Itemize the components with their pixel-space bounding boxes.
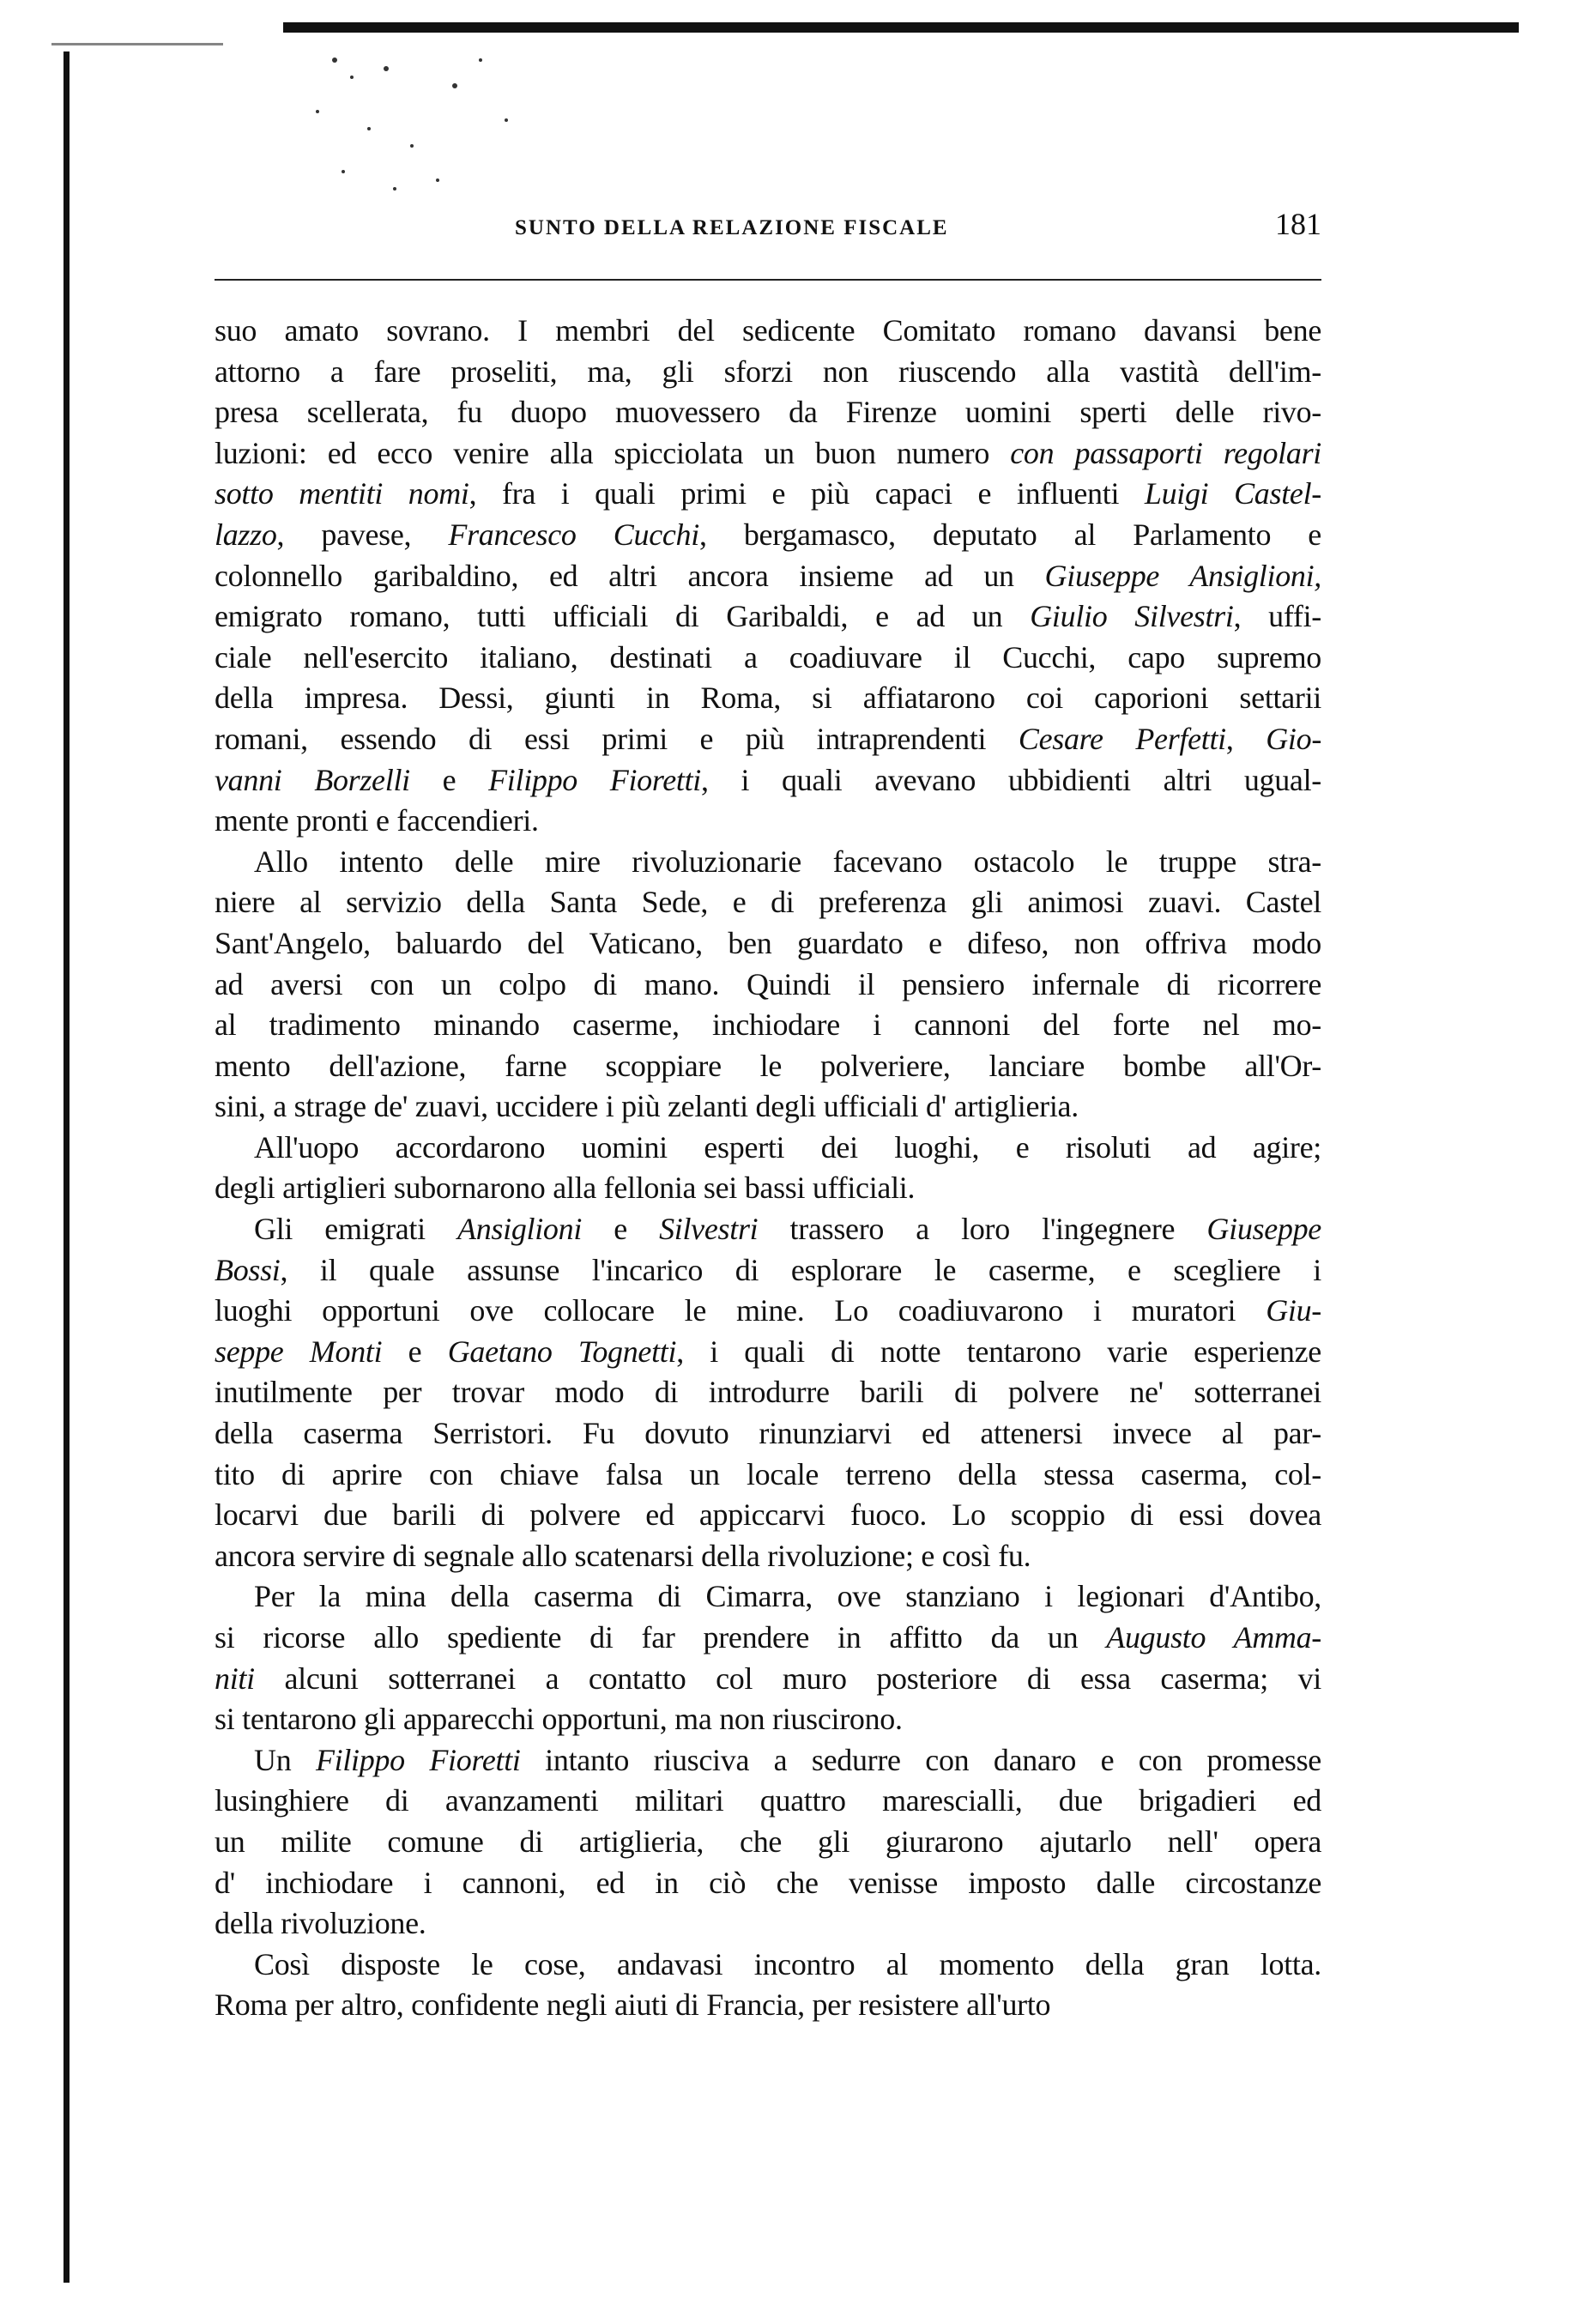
text-run: presa scellerata, fu duopo muovessero da Firenze uomini sperti delle rivo-: [215, 395, 1321, 430]
text-line: [215, 719, 1321, 760]
italic-text: Gio-: [1266, 721, 1322, 756]
text-run: luzioni: ed ecco venire alla spicciolata un buon numero: [215, 435, 1011, 470]
text-run: niere al servizio della Santa Sede, e di preferenza gli animosi zuavi. Castel: [215, 885, 1321, 920]
text-run: , i quali avevano ubbidienti altri ugual-: [701, 762, 1321, 797]
text-line: [215, 1413, 1321, 1455]
text-run: mento dell'azione, farne scoppiare le polveriere, lanciare bombe all'Or-: [215, 1048, 1321, 1083]
italic-text: Giulio Silvestri: [1030, 599, 1234, 634]
text-line: [215, 801, 1321, 842]
text-run: Così disposte le cose, andavasi incontro al momento della gran lotta.: [254, 1946, 1321, 1981]
text-line: [215, 1699, 1321, 1740]
page-number: 181: [1275, 207, 1321, 241]
body-text: [215, 311, 1321, 2026]
text-run: , i quali di notte tentarono varie esperienze: [676, 1334, 1321, 1369]
text-line: [215, 638, 1321, 679]
text-line: [215, 1863, 1321, 1904]
scan-left-edge: [63, 51, 70, 2283]
text-line: [215, 1128, 1321, 1169]
text-line: [215, 1985, 1321, 2026]
italic-text: Ansiglioni: [457, 1212, 583, 1247]
text-line: [215, 1576, 1321, 1618]
text-line: [215, 1618, 1321, 1659]
text-line: [215, 1903, 1321, 1945]
running-title: SUNTO DELLA RELAZIONE FISCALE: [515, 216, 949, 239]
text-line: [215, 556, 1321, 597]
text-run: ancora servire di segnale allo scatenarsi della rivoluzione; e così fu.: [215, 1538, 1031, 1573]
text-line: [215, 474, 1321, 515]
italic-text: Filippo Fioretti: [488, 762, 702, 797]
text-run: , il quale assunse l'incarico di esplorare le caserme, e scegliere i: [280, 1252, 1321, 1287]
text-line: [215, 1945, 1321, 1986]
text-run: ,: [1225, 721, 1267, 756]
italic-text: sotto mentiti nomi: [215, 476, 469, 511]
italic-text: Bossi: [215, 1252, 281, 1287]
text-run: della impresa. Dessi, giunti in Roma, si affiatarono coi caporioni settarii: [215, 681, 1321, 716]
text-line: [215, 1781, 1321, 1822]
text-run: si ricorse allo spediente di far prendere in affitto da un: [215, 1620, 1107, 1655]
text-line: [215, 1332, 1321, 1373]
text-run: ad aversi con un colpo di mano. Quindi il pensiero infernale di ricorrere: [215, 966, 1321, 1001]
italic-text: Giuseppe: [1206, 1212, 1321, 1247]
text-run: Roma per altro, confidente negli aiuti di Francia, per resistere all'urto: [215, 1987, 1051, 2023]
italic-text: Giuseppe Ansiglioni,: [1044, 558, 1321, 593]
text-run: lusinghiere di avanzamenti militari quattro marescialli, due brigadieri ed: [215, 1783, 1321, 1818]
scan-speckles: [283, 34, 609, 206]
text-run: Gli emigrati: [254, 1212, 458, 1247]
text-line: [215, 1455, 1321, 1496]
text-line: [215, 311, 1321, 352]
text-line: [215, 760, 1321, 802]
text-line: [215, 923, 1321, 965]
text-line: [215, 678, 1321, 719]
text-run: trassero a loro l'ingegnere: [758, 1212, 1207, 1247]
italic-text: Silvestri: [659, 1212, 759, 1247]
italic-text: vanni Borzelli: [215, 762, 410, 797]
text-line: [215, 1086, 1321, 1128]
text-line: [215, 1495, 1321, 1536]
text-run: e: [409, 762, 489, 797]
text-line: [215, 842, 1321, 883]
text-run: alcuni sotterranei a contatto col muro posteriore di essa caserma; vi: [254, 1661, 1321, 1696]
text-line: [215, 1740, 1321, 1782]
italic-text: lazzo: [215, 517, 277, 552]
text-run: colonnello garibaldino, ed altri ancora insieme ad un: [215, 558, 1045, 593]
italic-text: Filippo Fioretti: [315, 1742, 521, 1777]
italic-text: Gaetano Tognetti: [447, 1334, 677, 1369]
text-run: romani, essendo di essi primi e più intraprendenti: [215, 721, 1019, 756]
italic-text: seppe Monti: [215, 1334, 383, 1369]
text-line: [215, 1168, 1321, 1209]
text-run: un milite comune di artiglieria, che gli giurarono ajutarlo nell' opera: [215, 1824, 1321, 1859]
text-line: [215, 1372, 1321, 1413]
text-run: All'uopo accordarono uomini esperti dei luoghi, e risoluti ad agire;: [254, 1129, 1321, 1165]
text-line: [215, 1046, 1321, 1087]
text-line: [215, 965, 1321, 1006]
text-line: [215, 596, 1321, 638]
text-run: degli artiglieri subornarono alla fellonia sei bassi ufficiali.: [215, 1171, 916, 1206]
italic-text: niti: [215, 1661, 255, 1696]
text-run: sini, a strage de' zuavi, uccidere i più zelanti degli ufficiali d' artiglieria.: [215, 1089, 1079, 1124]
text-line: [215, 352, 1321, 393]
text-line: [215, 392, 1321, 433]
text-run: locarvi due barili di polvere ed appiccarvi fuoco. Lo scoppio di essi dovea: [215, 1497, 1321, 1533]
text-line: [215, 1005, 1321, 1046]
text-run: luoghi opportuni ove collocare le mine. Lo coadiuvarono i muratori: [215, 1293, 1267, 1328]
text-run: suo amato sovrano. I membri del sedicente Comitato romano davansi bene: [215, 313, 1321, 348]
text-run: Per la mina della caserma di Cimarra, ove stanziano i legionari d'Antibo,: [254, 1579, 1321, 1614]
text-run: attorno a fare proseliti, ma, gli sforzi non riuscendo alla vastità dell'im-: [215, 354, 1321, 389]
italic-text: Francesco Cucchi: [448, 517, 699, 552]
text-line: [215, 1659, 1321, 1700]
scan-top-mark: [51, 43, 223, 45]
text-run: ciale nell'esercito italiano, destinati a coadiuvare il Cucchi, capo supremo: [215, 639, 1321, 675]
text-run: inutilmente per trovar modo di introdurre barili di polvere ne' sotterranei: [215, 1375, 1321, 1410]
text-line: [215, 1822, 1321, 1863]
text-line: [215, 1291, 1321, 1332]
italic-text: Augusto Amma-: [1106, 1620, 1321, 1655]
text-run: della rivoluzione.: [215, 1906, 426, 1941]
text-line: [215, 1209, 1321, 1250]
text-run: , bergamasco, deputato al Parlamento e: [698, 517, 1321, 552]
text-run: al tradimento minando caserme, inchiodare i cannoni del forte nel mo-: [215, 1007, 1321, 1043]
text-run: mente pronti e faccendieri.: [215, 803, 539, 838]
text-line: [215, 1536, 1321, 1577]
text-run: della caserma Serristori. Fu dovuto rinunziarvi ed attenersi invece al par-: [215, 1416, 1321, 1451]
text-run: Un: [254, 1742, 316, 1777]
text-line: [215, 1250, 1321, 1292]
italic-text: Luigi Castel-: [1144, 476, 1321, 511]
header-rule: [215, 279, 1321, 281]
text-run: , fra i quali primi e più capaci e influenti: [469, 476, 1145, 511]
italic-text: Cesare Perfetti: [1018, 721, 1226, 756]
text-run: Allo intento delle mire rivoluzionarie facevano ostacolo le truppe stra-: [254, 844, 1321, 879]
text-run: , uffi-: [1233, 599, 1321, 634]
text-line: [215, 433, 1321, 475]
text-run: emigrato romano, tutti ufficiali di Garibaldi, e ad un: [215, 599, 1031, 634]
italic-text: con passaporti regolari: [1010, 435, 1321, 470]
text-run: Sant'Angelo, baluardo del Vaticano, ben guardato e difeso, non offriva modo: [215, 925, 1321, 960]
text-run: e: [382, 1334, 448, 1369]
text-run: tito di aprire con chiave falsa un locale terreno della stessa caserma, col-: [215, 1456, 1321, 1491]
text-line: [215, 515, 1321, 556]
text-run: , pavese,: [276, 517, 449, 552]
text-run: e: [582, 1212, 660, 1247]
italic-text: Giu-: [1266, 1293, 1321, 1328]
text-run: si tentarono gli apparecchi opportuni, ma non riuscirono.: [215, 1702, 903, 1737]
scan-top-edge: [283, 22, 1519, 33]
text-run: intanto riusciva a sedurre con danaro e con promesse: [520, 1742, 1321, 1777]
text-run: d' inchiodare i cannoni, ed in ciò che venisse imposto dalle circostanze: [215, 1865, 1321, 1900]
page-header: [215, 206, 1321, 249]
text-line: [215, 882, 1321, 923]
